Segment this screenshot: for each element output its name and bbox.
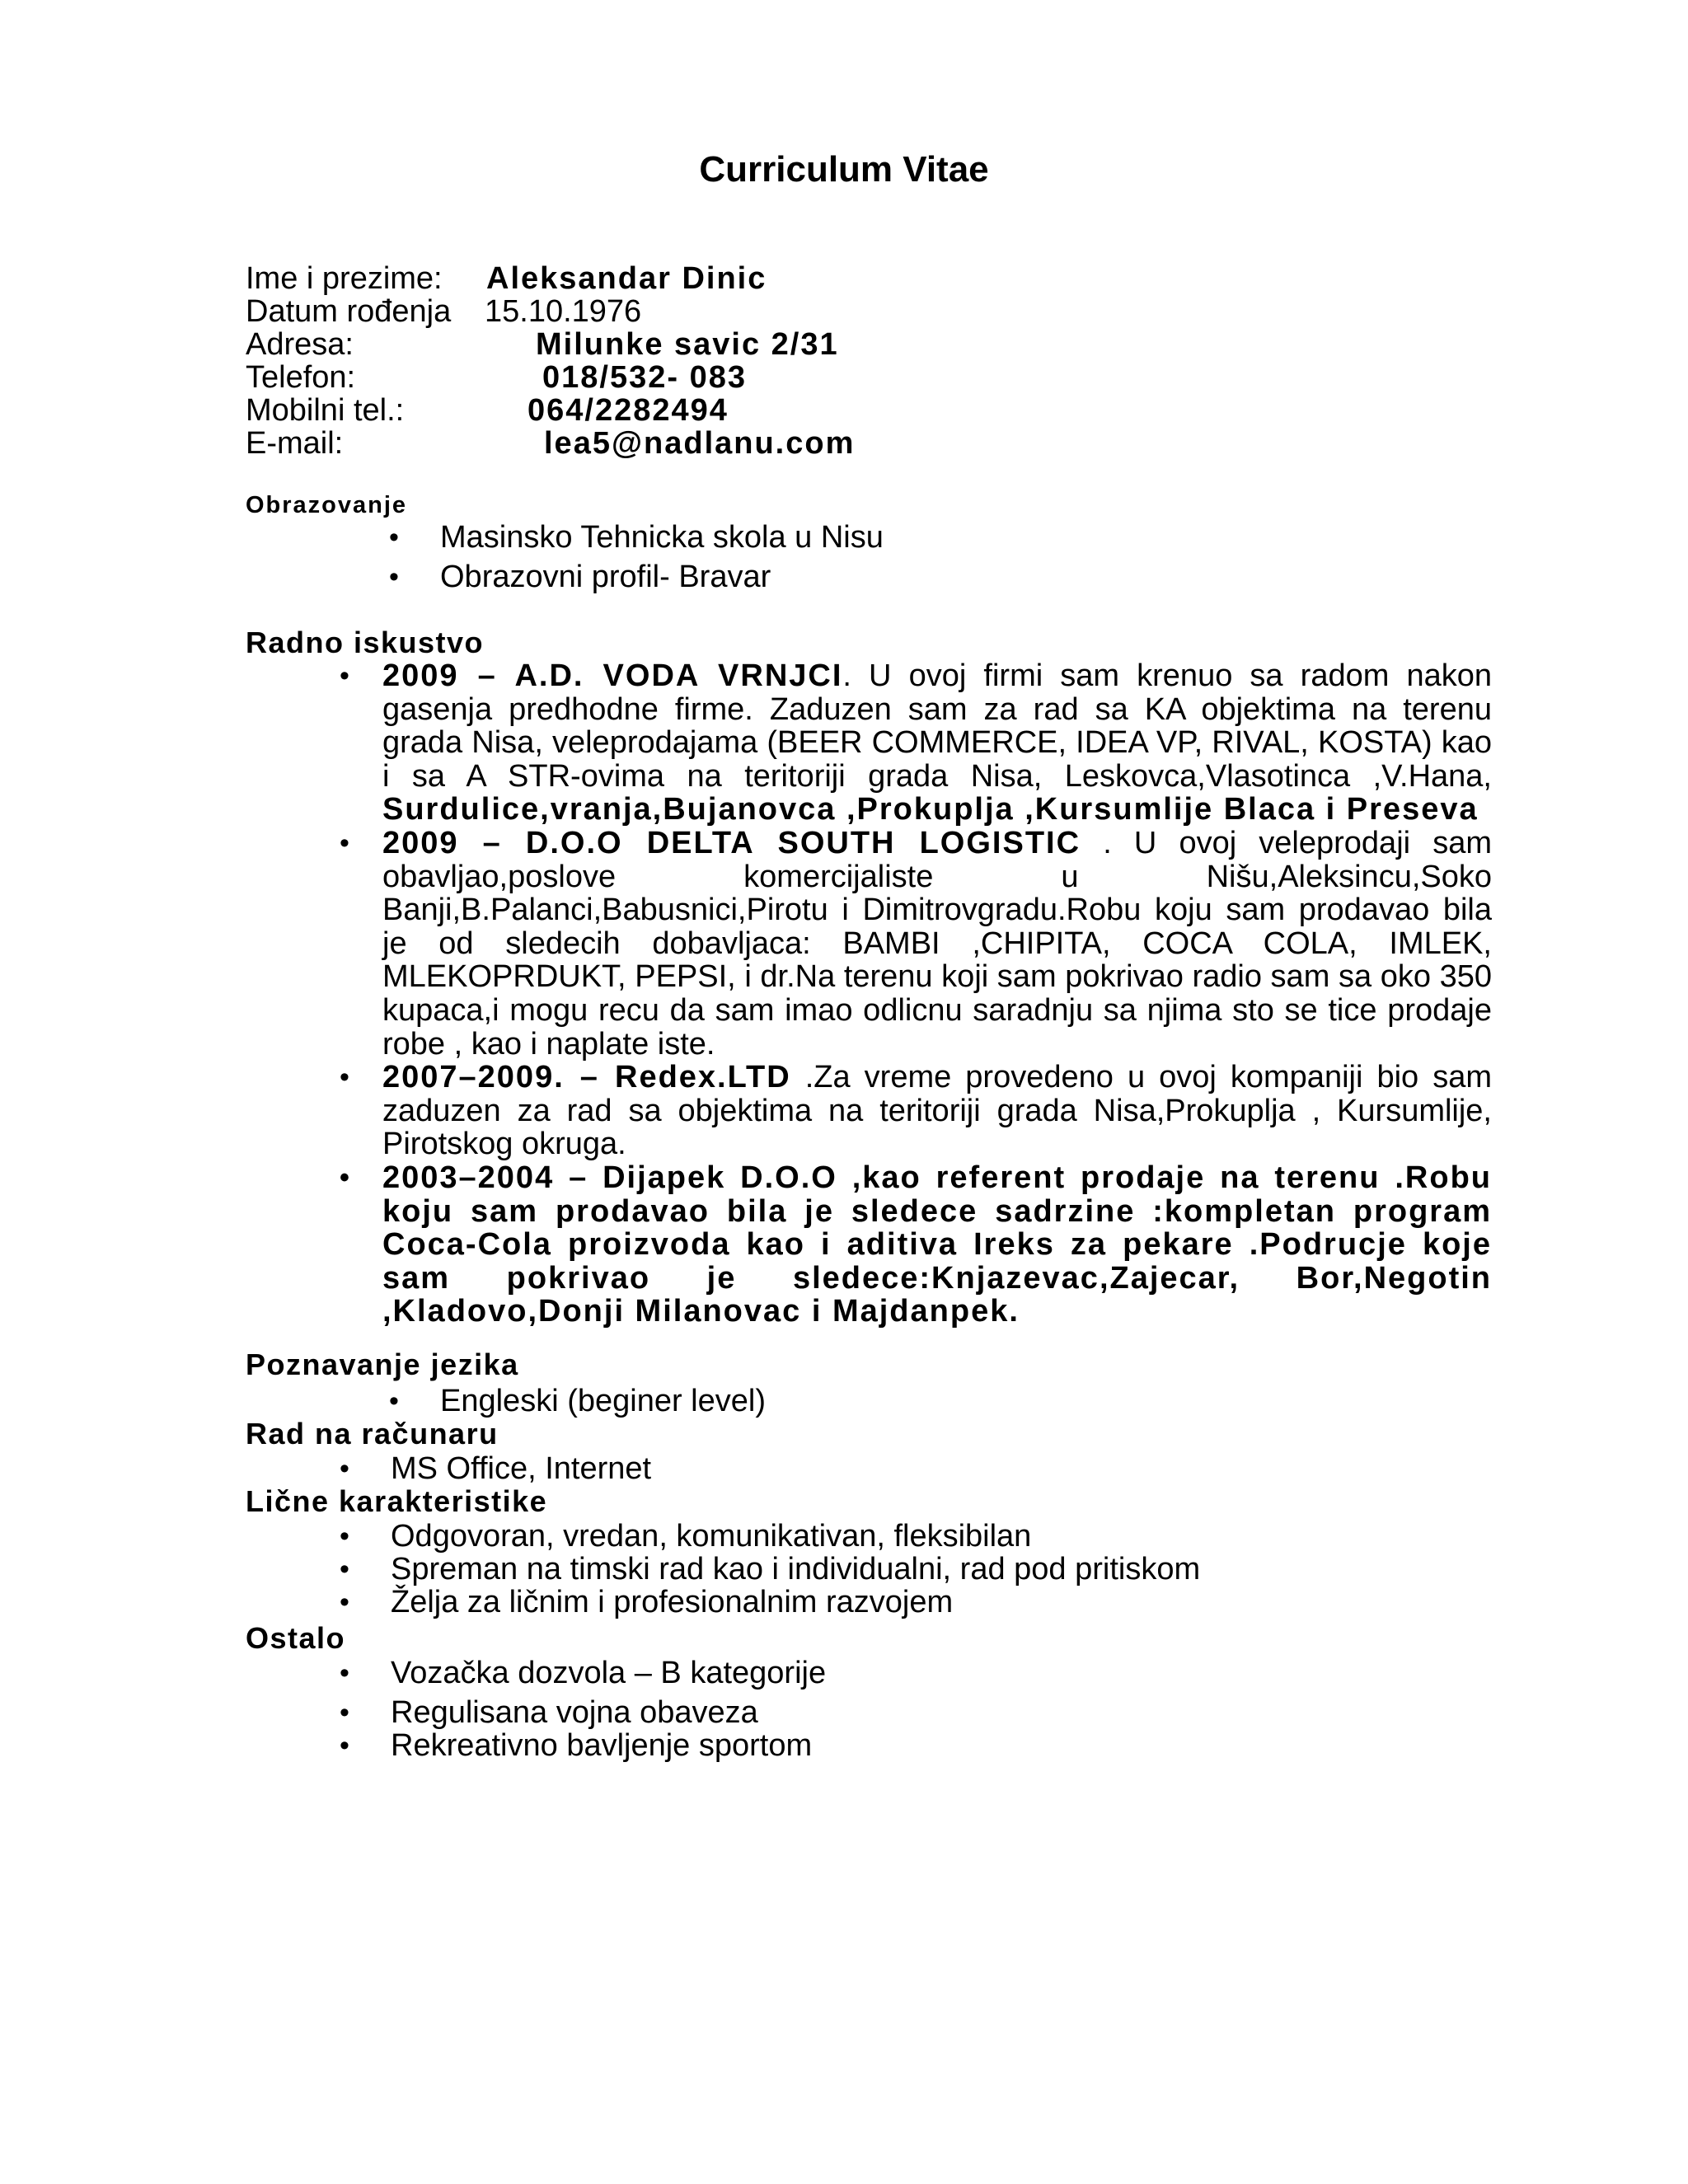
work-item-title: 2003–2004 – Dijapek D.O.O ,kao referent prodaje na terenu .Robu koju sam prodavao bila je sledece sadrzine :kompletan program Coca-Cola proizvoda kao i aditiva Ireks za pekare .Podrucje koje sam pokrivao je sledece:Knjazevac,Zajecar, Bor,Negotin ,Kladovo,Donji Milanovac i Majdanpek. bbox=[382, 1160, 1492, 1329]
mobile-value: 064/2282494 bbox=[528, 393, 729, 428]
work-item-towns: Surdulice,vranja,Bujanovca ,Prokuplja ,Kursumlije Blaca i Preseva bbox=[382, 792, 1479, 827]
work-item-title: 2009 – D.O.O DELTA SOUTH LOGISTIC bbox=[382, 825, 1081, 860]
email-row bbox=[246, 427, 1482, 460]
list-item: • Spreman na timski rad kao i individualni, rad pod pritiskom bbox=[391, 1553, 1200, 1586]
other-list bbox=[391, 1657, 826, 1762]
work-list bbox=[382, 659, 1492, 1329]
languages-list bbox=[440, 1385, 766, 1418]
work-item bbox=[382, 827, 1492, 1061]
email-value: lea5@nadlanu.com bbox=[544, 426, 856, 461]
languages-heading: Poznavanje jezika bbox=[246, 1347, 519, 1381]
work-item bbox=[382, 659, 1492, 827]
list-item: • Vozačka dozvola – B kategorije bbox=[391, 1657, 826, 1696]
other-heading: Ostalo bbox=[246, 1621, 346, 1655]
phone-row bbox=[246, 361, 1482, 394]
mobile-row bbox=[246, 394, 1482, 427]
list-item: • Odgovoran, vredan, komunikativan, fleksibilan bbox=[391, 1520, 1200, 1553]
traits-list bbox=[391, 1520, 1200, 1619]
work-item bbox=[382, 1061, 1492, 1161]
list-item: • Regulisana vojna obaveza bbox=[391, 1696, 826, 1729]
personal-info bbox=[246, 262, 1482, 460]
work-item-text: .Za vreme provedeno u ovoj kompaniji bio sam zaduzen za rad sa objektima na teritoriji grada Nisa,Prokuplja , Kursumlije, Pirotskog okruga. bbox=[382, 1060, 1492, 1162]
list-item: • MS Office, Internet bbox=[391, 1452, 651, 1485]
birth-value: 15.10.1976 bbox=[485, 294, 642, 329]
email-label: E-mail: bbox=[246, 426, 344, 461]
list-item: • Masinsko Tehnicka skola u Nisu bbox=[440, 521, 884, 560]
name-row bbox=[246, 262, 1482, 295]
birth-row bbox=[246, 295, 1482, 328]
list-item: • Engleski (beginer level) bbox=[440, 1385, 766, 1418]
name-value: Aleksandar Dinic bbox=[486, 261, 767, 296]
page-title: Curriculum Vitae bbox=[699, 149, 989, 190]
phone-label: Telefon: bbox=[246, 360, 356, 395]
work-heading: Radno iskustvo bbox=[246, 626, 485, 659]
list-item: • Rekreativno bavljenje sportom bbox=[391, 1729, 826, 1762]
work-item-title: 2007–2009. – Redex.LTD bbox=[382, 1060, 791, 1095]
education-heading: Obrazovanje bbox=[246, 492, 408, 518]
computer-list bbox=[391, 1452, 651, 1485]
address-label: Adresa: bbox=[246, 327, 354, 362]
traits-heading: Lične karakteristike bbox=[246, 1484, 548, 1518]
education-list bbox=[440, 521, 884, 593]
address-row bbox=[246, 328, 1482, 361]
list-item: • Obrazovni profil- Bravar bbox=[440, 560, 884, 593]
mobile-label: Mobilni tel.: bbox=[246, 393, 405, 428]
phone-value: 018/532- 083 bbox=[542, 360, 747, 395]
birth-label: Datum rođenja bbox=[246, 294, 452, 329]
work-item bbox=[382, 1161, 1492, 1329]
name-label: Ime i prezime: bbox=[246, 261, 443, 296]
computer-heading: Rad na računaru bbox=[246, 1417, 499, 1451]
work-item-text: . U ovoj firmi sam krenuo sa radom nakon gasenja predhodne firme. Zaduzen sam za rad sa KA objektima na terenu grada Nisa, veleprodajama (BEER COMMERCE, IDEA VP, RIVAL, KOSTA) kao i sa A STR-ovima na teritoriji grada Nisa, Leskovca,Vlasotinca ,V.Hana, bbox=[382, 658, 1493, 794]
address-value: Milunke savic 2/31 bbox=[536, 327, 839, 362]
work-item-text: . U ovoj veleprodaji sam obavljao,poslove komercijaliste u Nišu,Aleksincu,Soko Banji,B.Palanci,Babusnici,Pirotu i Dimitrovgradu.Robu koju sam prodavao bila je od sledecih dobavljaca: BAMBI ,CHIPITA, COCA COLA, IMLEK, MLEKOPRDUKT, PEPSI, i dr.Na terenu koji sam pokrivao radio sam sa oko 350 kupaca,i mogu recu da sam imao odlicnu saradnju sa njima sto se tice prodaje robe , kao i naplate iste. bbox=[382, 825, 1492, 1062]
work-item-title: 2009 – A.D. VODA VRNJCI bbox=[382, 658, 843, 693]
list-item: • Želja za ličnim i profesionalnim razvojem bbox=[391, 1586, 1200, 1619]
